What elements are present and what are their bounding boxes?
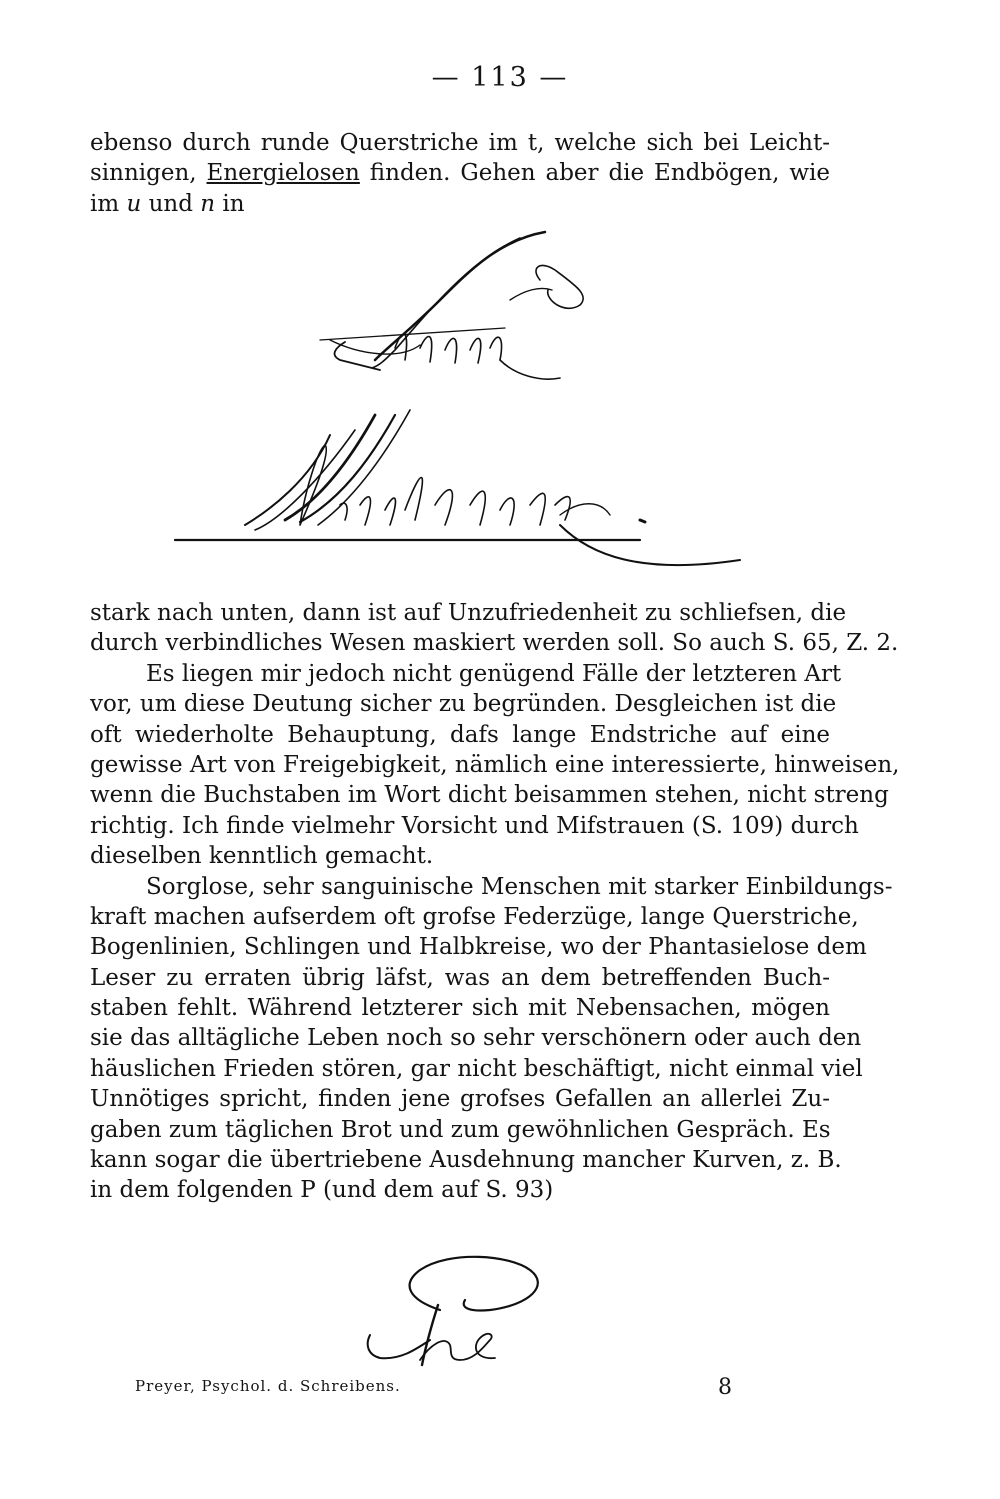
italic-letter: n (200, 190, 216, 217)
text-line: Unnötiges spricht, finden jene grofses Gefallen an allerlei Zu- (90, 1086, 830, 1113)
text-line: stark nach unten, dann ist auf Unzufriedenheit zu schliefsen, die (90, 600, 847, 626)
paragraph-intro (90, 128, 830, 219)
text-line: in dem folgenden P (und dem auf S. 93) (90, 1177, 554, 1204)
text-line: Es liegen mir jedoch nicht genügend Fälle der letzteren Art (146, 660, 842, 687)
underlined-word: Energielosen (206, 160, 360, 187)
text-line: ebenso durch runde Querstriche im t, welche sich bei Leicht- (90, 130, 830, 156)
text-line: Bogenlinien, Schlingen und Halbkreise, wo der Phantasielose dem (90, 934, 867, 961)
text-line: dieselben kenntlich gemacht. (90, 843, 434, 870)
text-line: gewisse Art von Freigebigkeit, nämlich eine interessierte, hinweisen, (90, 751, 900, 778)
text-line: Sorglose, sehr sanguinische Menschen mit starker Einbildungs- (146, 873, 893, 900)
text-line (90, 158, 830, 188)
page-number: — 113 — (431, 62, 569, 93)
handwriting-sample-2 (360, 1250, 620, 1380)
text-line: sie das alltägliche Leben noch so sehr verschönern oder auch den (90, 1025, 862, 1052)
text-line: häuslichen Frieden stören, gar nicht beschäftigt, nicht einmal viel (90, 1055, 863, 1082)
footer-signature-mark: Preyer, Psychol. d. Schreibens. (135, 1377, 401, 1395)
paragraph-body (90, 598, 900, 1206)
text-line: gaben zum täglichen Brot und zum gewöhnlichen Gespräch. Es (90, 1116, 831, 1143)
text-line: kraft machen aufserdem oft grofse Federzüge, lange Querstriche, (90, 903, 859, 930)
italic-letter: u (126, 190, 142, 217)
text-fragment: sinnigen, (90, 160, 207, 187)
text-line: vor, um diese Deutung sicher zu begründen. Desgleichen ist die (90, 691, 837, 718)
text-line: richtig. Ich finde vielmehr Vorsicht und Mifstrauen (S. 109) durch (90, 812, 859, 839)
text-fragment: im (90, 190, 127, 217)
text-line: Leser zu erraten übrig läfst, was an dem betreffenden Buch- (90, 964, 830, 991)
footer-sheet-number: 8 (718, 1375, 732, 1400)
text-line: oft wiederholte Behauptung, dafs lange Endstriche auf eine (90, 721, 830, 748)
text-line: kann sogar die übertriebene Ausdehnung mancher Kurven, z. B. (90, 1147, 842, 1174)
text-line (90, 189, 830, 219)
text-fragment: in (215, 190, 245, 217)
text-line: durch verbindliches Wesen maskiert werden soll. So auch S. 65, Z. 2. (90, 630, 899, 657)
text-line: wenn die Buchstaben im Wort dicht beisammen stehen, nicht streng (90, 782, 889, 809)
text-line: staben fehlt. Während letzterer sich mit Nebensachen, mögen (90, 995, 830, 1022)
text-fragment: finden. Gehen aber die Endbögen, wie (359, 160, 830, 187)
text-fragment: und (141, 190, 201, 217)
handwriting-sample-1 (0, 220, 1000, 640)
